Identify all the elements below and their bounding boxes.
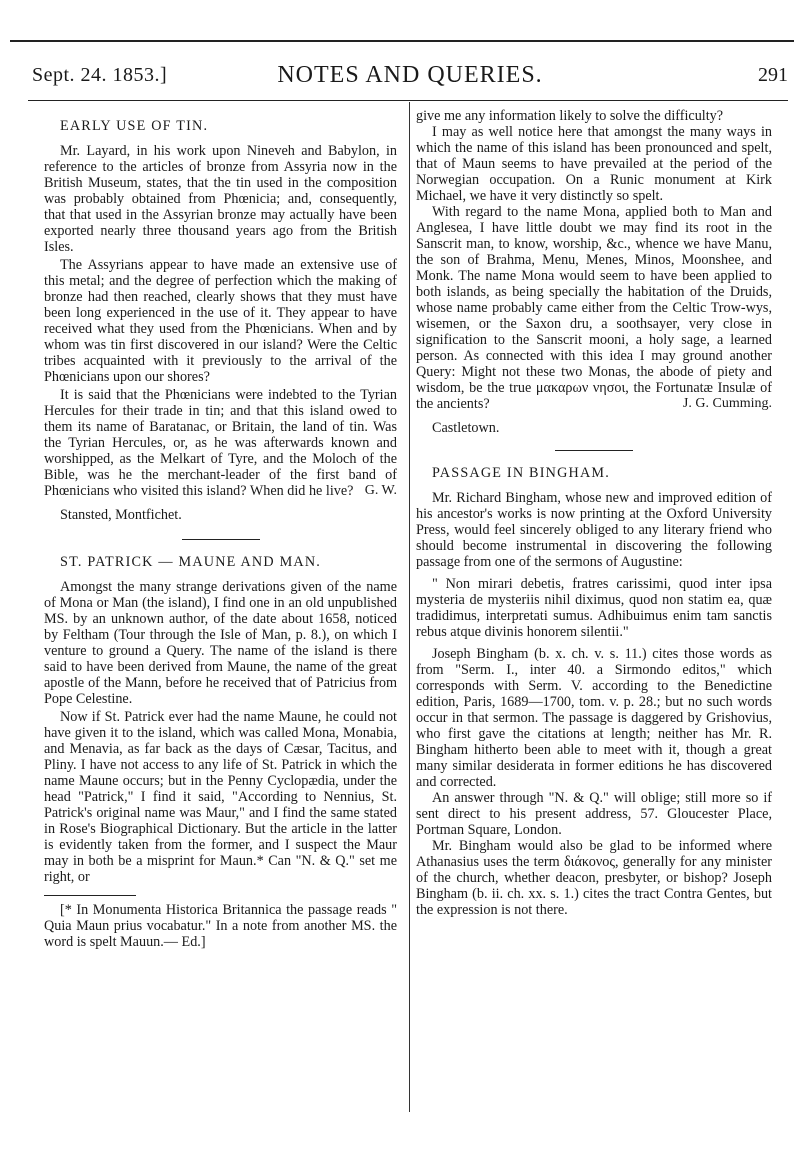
top-border-rule <box>10 40 794 42</box>
right-column <box>416 108 772 918</box>
article-heading-patrick: ST. PATRICK — MAUNE AND MAN. <box>60 554 322 570</box>
column-divider <box>409 102 410 1112</box>
bingham-paragraph-3: An answer through "N. & Q." will oblige; still more so if sent direct to his present address, 57. Gloucester Place, Portman Square, London. <box>416 790 772 838</box>
journal-title: NOTES AND QUERIES. <box>277 62 543 88</box>
tin-paragraph-1: Mr. Layard, in his work upon Nineveh and Babylon, in reference to the articles of bronze from Assyria now in the British Museum, states, that the tin used in the composition was probably obtained from Phœnicia; and, consequently, that that used in the Assyrian bronze may actually have been exported nearly three thousand years ago from the British Isles. <box>44 143 397 255</box>
bingham-paragraph-2: Joseph Bingham (b. x. ch. v. s. 11.) cites those words as from "Serm. I., inter 40. a Sirmondo editos," which corresponds with Serm. V. according to the Benedictine edition, Paris, 1689—1700, tom. v. p. 28.; but no such words occur in that sermon. The passage is daggered by Grishovius, who first gave the citations at length; neither has Mr. R. Bingham hitherto been able to meet with it, though a great many similar desiderata in former editions he has discovered and corrected. <box>416 646 772 790</box>
page-number: 291 <box>758 64 788 86</box>
signature-gw: G. W. <box>364 483 397 498</box>
bingham-paragraph-4: Mr. Bingham would also be glad to be informed where Athanasius uses the term διάκονος, generally for any minister of the church, whether deacon, presbyter, or bishop? Joseph Bingham (b. ii. ch. xx. s. 1.) cites the tract Contra Gentes, but the expression is not there. <box>416 838 772 918</box>
article-heading-tin: EARLY USE OF TIN. <box>60 118 209 134</box>
tin-paragraph-3: It is said that the Phœnicians were indebted to the Tyrian Hercules for their trade in tin; and that this island owed to them its name of Baratanac, or Britain, the land of tin. Was the Tyrian Hercules, or, as he was afterwards known and worshipped, as the Melkart of Tyre, and the Moloch of the Bible, was he the merchant-leader of the first band of Phœnicians who visited this island? When did he live? <box>44 387 397 499</box>
article-heading-bingham: PASSAGE IN BINGHAM. <box>432 465 610 481</box>
mona-paragraph: With regard to the name Mona, applied both to Man and Anglesea, I have little doubt we may find its root in the Sanscrit man, to know, worship, &c., whence we have Manu, the son of Brahma, Menu, Menes, Minos, Moonshee, and Monk. The name Mona would seem to have been applied to both islands, as being specially the habitation of the Druids, whose name probably came either from the Celtic Trow-wys, wisemen, or the Saxon dru, a soothsayer, very close in signification to the Sanscrit mooni, a holy sage, a learned person. As connected with this idea I may ground another Query: Might not these two Monas, the abode of piety and wisdom, be the true μακαρων νησοι, the Fortunatæ Insulæ of the ancients? <box>416 204 772 412</box>
patrick-paragraph-2: Now if St. Patrick ever had the name Maune, he could not have given it to the island, which was called Mona, Monabia, and Menavia, as far back as the days of Cæsar, Tacitus, and Pliny. I have not access to any life of St. Patrick in which the name Maune occurs; but in the Penny Cyclopædia, under the head "Patrick," I find it said, "According to Nennius, St. Patrick's original name was Maur," and I find the same stated in Rose's Biographical Dictionary. But the article in the latter is evidently taken from the former, and I suspect the Maur may in both be a misprint for Maun.* Can "N. & Q." set me right, or <box>44 709 397 885</box>
patrick-paragraph-1: Amongst the many strange derivations given of the name of Mona or Man (the island), I find one in an old unpublished MS. by an unknown author, of the date about 1658, noticed by Feltham (Tour through the Isle of Man, p. 8.), on which I venture to ground a Query. The name of the island is there said to have been derived from Maune, the name of the great apostle of the Mann, before he received that of Patricius from Pope Celestine. <box>44 579 397 707</box>
header-rule <box>28 100 788 101</box>
signature-cumming: J. G. Cumming. <box>682 396 772 411</box>
header-date: Sept. 24. 1853.] <box>32 64 168 86</box>
augustine-quote: " Non mirari debetis, fratres carissimi, quod inter ipsa mysteria de mysteriis nihil diximus, quod non statim ea, quæ tradidimus, interpretati sumus. Adhibuimus enim tam sanctis rebus atque divinis honorem silentii." <box>416 576 772 640</box>
bingham-paragraph-1: Mr. Richard Bingham, whose new and improved edition of his ancestor's works is now printing at the Oxford University Press, would feel sincerely obliged to any literary friend who should become instrumental in discovering the following passage from one of the sermons of Augustine: <box>416 490 772 570</box>
tin-paragraph-2: The Assyrians appear to have made an extensive use of this metal; and the degree of perfection which the making of bronze had then reached, clearly shows that they must have been long experienced in the use of it. They appear to have received what they used from the Phœnicians. When and by whom was tin first discovered in our island? Were the Celtic tribes acquainted with it previously to the arrival of the Phœnicians upon our shores? <box>44 257 397 385</box>
footnote: [* In Monumenta Historica Britannica the passage reads " Quia Maun prius vocabatur." In a note from another MS. the word is spelt Mauun.— Ed.] <box>44 902 397 950</box>
maun-paragraph: I may as well notice here that amongst the many ways in which the name of this island has been pronounced and spelt, that of Maun seems to have prevailed at the period of the Norwegian occupation. On a Runic monument at Kirk Michael, we have it very distinctly so spelt. <box>416 124 772 204</box>
left-column <box>44 108 397 950</box>
page-header <box>32 62 788 96</box>
place-stansted: Stansted, Montfichet. <box>60 507 182 523</box>
continued-paragraph: give me any information likely to solve the difficulty? <box>416 108 724 124</box>
place-castletown: Castletown. <box>432 420 500 436</box>
